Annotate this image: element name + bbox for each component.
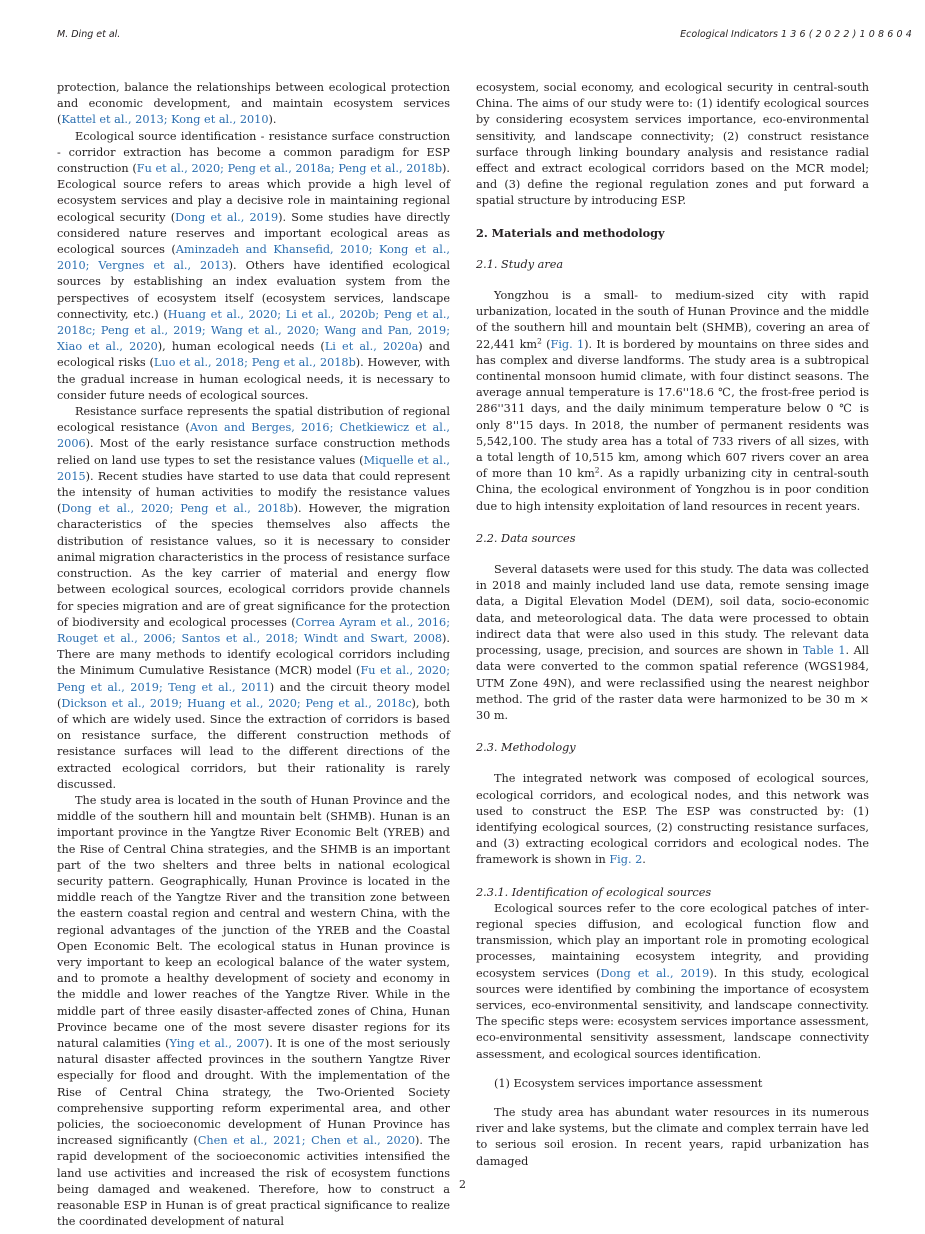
subsection-heading: 2.3. Methodology [476,741,576,755]
paragraph: Ecological sources refer to the core ecological patches of inter-regional species diffusion, and ecological function flow and transmission, which play an important role in promoting ecological processes, maintaining ecosystem integrity, and providing ecosystem services (Dong et al., 2019). In this study, ecological sources were identified by combining the importance of ecosystem services, eco-environmental sensitivity, and landscape connectivity. The specific steps were: ecosystem services importance assessment, eco-environmental sensitivity assessment, landscape connectivity assessment, and ecological sources identification. [476,901,869,1061]
figure-link[interactable]: Fig. 1 [550,337,585,351]
paragraph: Resistance surface represents the spatial distribution of regional ecological resistance (Avon and Berges, 2016; Chetkiewicz et al., 2006). Most of the early resistance surface construction methods relied on land use types to set the resistance values (Miquelle et al., 2015). Recent studies have started to use data that could represent the intensity of human activities to modify the resistance values (Dong et al., 2020; Peng et al., 2018b). However, the migration characteristics of the species themselves also affects the distribution of resistance values, so it is necessary to consider animal migration characteristics in the process of resistance surface construction. As the key carrier of material and energy flow between ecological sources, ecological corridors provide channels for species migration and are of great significance for the protection of biodiversity and ecological processes (Correa Ayram et al., 2016; Rouget et al., 2006; Santos et al., 2018; Windt and Swart, 2008). There are many methods to identify ecological corridors including the Minimum Cumulative Resistance (MCR) model (Fu et al., 2020; Peng et al., 2019; Teng et al., 2011) and the circuit theory model (Dickson et al., 2019; Huang et al., 2020; Peng et al., 2018c), both of which are widely used. Since the extraction of corridors is based on resistance surface, the different construction methods of resistance surfaces will lead to the different directions of the extracted ecological corridors, but their rationality is rarely discussed. [57,405,451,791]
paragraph: The study area is located in the south of Hunan Province and the middle of the southern hill and mountain belt (SHMB). Hunan is an important province in the Yangtze River Economic Belt (YREB) and the Rise of Central China strategies, and the SHMB is an important part of the two shelters and three belts in national ecological security pattern. Geographically, Hunan Province is located in the middle reach of the Yangtze River and the transition zone between the eastern coastal region and central and western China, with the regional advantages of the junction of the YREB and the Coastal Open Economic Belt. The ecological status in Hunan province is very important to keep an ecological balance of the water system, and to promote a healthy development of society and economy in the middle and lower reaches of the Yangtze River. While in the middle part of three easily disaster-affected zones of China, Hunan Province became one of the most severe disaster regions for its natural calamities (Ying et al., 2007). It is one of the most seriously natural disaster affected provinces in the southern Yangtze River especially for flood and drought. With the implementation of the Rise of Central China strategy, the Two-Oriented Society comprehensive supporting reform experimental area, and other policies, the socioeconomic development of Hunan Province has increased significantly (Chen et al., 2021; Chen et al., 2020). The rapid development of the socioeconomic activities intensified the land use activities and increased the risk of ecosystem functions being damaged and weakened. Therefore, how to construct a reasonable ESP in Hunan is of great practical significance to realize the coordinated development of natural [57,793,450,1229]
citation-link[interactable]: Luo et al., 2018; Peng et al., 2018b [153,356,356,370]
paragraph: Ecological source identification - resistance surface construction - corridor extraction has become a common paradigm for ESP construction (Fu et al., 2020; Peng et al., 2018a; Peng et al., 2018b). Ecological source refers to areas which provide a high level of ecosystem services and play a decisive role in maintaining regional ecological security (Dong et al., 2019). Some studies have directly considered nature reserves and important ecological areas as ecological sources (Aminzadeh and Khansefid, 2010; Kong et al., 2010; Vergnes et al., 2013). Others have identified ecological sources by establishing an index evaluation system from the perspectives of ecosystem itself (ecosystem services, landscape connectivity, etc.) (Huang et al., 2020; Li et al., 2020b; Peng et al., 2018c; Peng et al., 2019; Wang et al., 2020; Wang and Pan, 2019; Xiao et al., 2020), human ecological needs (Li et al., 2020a) and ecological risks (Luo et al., 2018; Peng et al., 2018b). However, with the gradual increase in human ecological needs, it is necessary to consider future needs of ecological sources. [57,129,451,402]
paragraph: protection, balance the relationships between ecological protection and economic development, and maintain ecosystem services (Kattel et al., 2013; Kong et al., 2010). [57,81,450,127]
citation-link[interactable]: Avon and Berges, 2016; Chetkiewicz et al., 2006 [57,421,451,451]
paragraph: ecosystem, social economy, and ecological security in central-south China. The aims of our study were to: (1) identify ecological sources by considering ecosystem services importance, eco-environmental sensitivity, and landscape connectivity; (2) construct resistance surface through linking boundary analysis and resistance radial effect and extract ecological corridors based on the MCR model; and (3) define the regional regulation zones and put forward a spatial structure by introducing ESP. [476,81,869,208]
section-heading: 2. Materials and methodology [476,225,665,240]
running-header-journal [680,29,915,40]
citation-link[interactable]: Dong et al., 2019 [175,210,279,224]
citation-link[interactable]: Ying et al., 2007 [169,1036,265,1050]
figure-link[interactable]: Fig. 2 [609,853,643,867]
paragraph: Several datasets were used for this study. The data was collected in 2018 and mainly included land use data, remote sensing image data, a Digital Elevation Model (DEM), soil data, socio-economic data, and meteorological data. The data were processed to obtain indirect data that were also used in this study. The relevant data processing, usage, precision, and sources are shown in Table 1. All data were converted to the common spatial reference (WGS1984, UTM Zone 49N), and were reclassified using the nearest neighbor method. The grid of the raster data were harmonized to be 30 m × 30 m. [476,563,869,722]
citation-link[interactable]: Dickson et al., 2019; Huang et al., 2020; Peng et al., 2018c [61,696,412,710]
citation-link[interactable]: Fu et al., 2020; Peng et al., 2018a; Peng et al., 2018b [136,162,443,176]
list-item: (1) Ecosystem services importance assessment [494,1076,763,1090]
volume-info: 136(2022)108604 [781,29,915,40]
left-column [57,80,450,1230]
subsection-heading: 2.1. Study area [476,257,564,271]
paragraph: The study area has abundant water resources in its numerous river and lake systems, but the climate and complex terrain have led to serious soil erosion. In recent years, rapid urbanization has damaged [476,1105,869,1168]
page-number: 2 [459,1178,466,1191]
citation-link[interactable]: Correa Ayram et al., 2016; Rouget et al., 2006; Santos et al., 2018; Windt and Swart, 2008 [57,615,450,645]
right-column [476,80,869,1170]
citation-link[interactable]: Huang et al., 2020; Li et al., 2020b; Peng et al., 2018c; Peng et al., 2019; Wang et al., 2020; Wang and Pan, 2019; Xiao et al., 2020 [57,307,450,354]
citation-link[interactable]: Dong et al., 2019 [600,966,710,980]
paragraph: Yongzhou is a small- to medium-sized city with rapid urbanization, located in the south of Hunan Province and the middle of the southern hill and mountain belt (SHMB), covering an area of 22,441 $km^2$ (Fig. 1). It is bordered by mountains on three sides and has complex and diverse landforms. The study area is a subtropical continental monsoon humid climate, with four distinct seasons. The average annual temperature is 17.6''18.6 ℃, the frost-free period is 286''311 days, and the daily minimum temperature below 0 ℃ is only 8''15 days. In 2018, the number of permanent residents was 5,542,100. The study area has a total of 733 rivers of all sizes, with a total length of 10,515 km, among which 607 rivers cover an area of more than 10 $km^2$. As a rapidly urbanizing city in central-south China, the ecological environment of Yongzhou is in poor condition due to high intensity exploitation of land resources in recent years. [476,289,870,513]
citation-link[interactable]: Fu et al., 2020; Peng et al., 2019; Teng et al., 2011 [57,664,450,694]
citation-link[interactable]: Dong et al., 2020; Peng et al., 2018b [61,502,294,516]
running-header-authors: M. Ding et al. [57,29,121,40]
table-link[interactable]: Table 1 [802,644,846,658]
journal-name: Ecological Indicators [680,29,778,40]
citation-link[interactable]: Kattel et al., 2013; Kong et al., 2010 [61,113,269,127]
subsection-heading: 2.2. Data sources [476,531,576,545]
citation-link[interactable]: Miquelle et al., 2015 [57,453,450,483]
citation-link[interactable]: Aminzadeh and Khansefid, 2010; Kong et al., 2010; Vergnes et al., 2013 [57,243,450,273]
citation-link[interactable]: Li et al., 2020a [324,340,419,354]
subsubsection-heading: 2.3.1. Identification of ecological sources [476,885,712,899]
citation-link[interactable]: Chen et al., 2021; Chen et al., 2020 [197,1134,415,1148]
paragraph: The integrated network was composed of ecological sources, ecological corridors, and ecological nodes, and this network was used to construct the ESP. The ESP was constructed by: (1) identifying ecological sources, (2) constructing resistance surfaces, and (3) extracting ecological corridors and ecological nodes. The framework is shown in Fig. 2. [476,772,869,867]
